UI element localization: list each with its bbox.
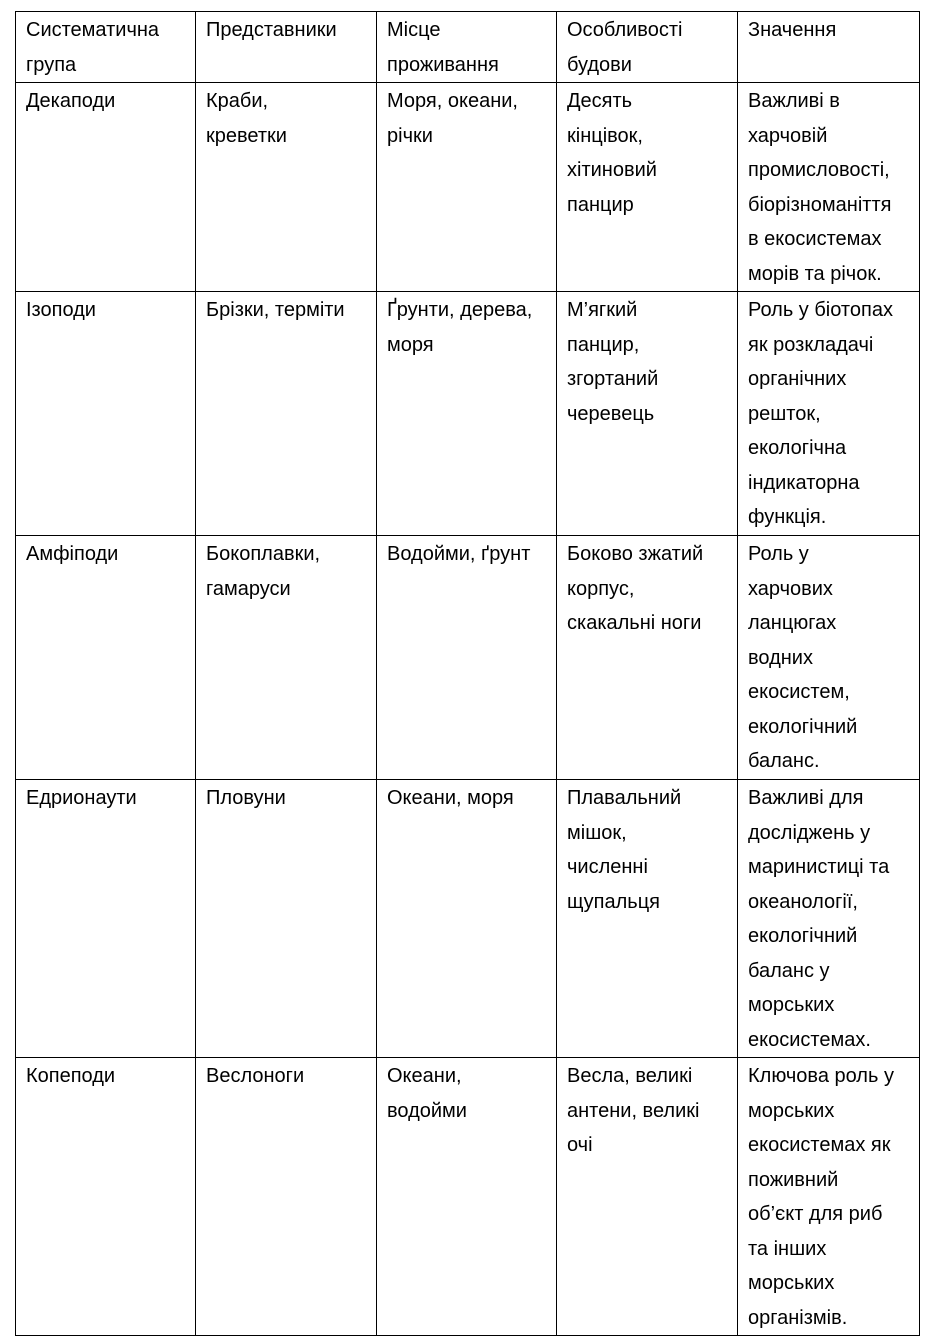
- cell-line: Веслоноги: [206, 1065, 305, 1087]
- cell-group: [16, 536, 196, 780]
- cell-line: панцир: [567, 193, 634, 216]
- cell-line: екологічний: [748, 715, 858, 738]
- cell-structure: [557, 83, 738, 292]
- cell-group: [16, 780, 196, 1058]
- cell-line: в екосистемах: [748, 228, 882, 250]
- table-row: [16, 536, 920, 780]
- cell-line: Роль у: [748, 543, 809, 565]
- cell-line: функція.: [748, 506, 827, 528]
- cell-line: черевець: [567, 402, 655, 425]
- cell-line: річки: [387, 124, 433, 147]
- cell-line: Декаподи: [26, 90, 116, 112]
- cell-habitat: [377, 536, 557, 780]
- cell-line: Особливості: [567, 19, 683, 41]
- cell-line: креветки: [206, 124, 287, 147]
- cell-line: Плавальний: [567, 787, 682, 809]
- cell-line: Боково зжатий: [567, 543, 704, 565]
- crustacean-table: [15, 11, 920, 1336]
- cell-line: Ізоподи: [26, 299, 96, 321]
- cell-line: ланцюгах: [748, 612, 837, 634]
- cell-habitat: [377, 780, 557, 1058]
- cell-line: як розкладачі: [748, 333, 874, 356]
- cell-line: Океани, моря: [387, 787, 514, 809]
- cell-line: Десять: [567, 90, 633, 112]
- cell-group: [16, 83, 196, 292]
- cell-line: мішок,: [567, 821, 627, 844]
- cell-line: водних: [748, 646, 813, 669]
- cell-line: досліджень у: [748, 821, 871, 844]
- cell-line: Амфіподи: [26, 543, 119, 565]
- cell-line: решток,: [748, 402, 821, 425]
- cell-significance: [738, 292, 920, 536]
- cell-line: індикаторна: [748, 471, 860, 494]
- cell-significance: [738, 536, 920, 780]
- cell-line: панцир,: [567, 333, 640, 356]
- cell-line: М’ягкий: [567, 299, 638, 321]
- cell-line: Весла, великі: [567, 1065, 693, 1087]
- cell-line: екосистемах як: [748, 1134, 891, 1156]
- cell-line: харчовій: [748, 124, 828, 147]
- cell-line: моря: [387, 333, 434, 356]
- cell-line: баланс у: [748, 959, 830, 982]
- cell-group: [16, 292, 196, 536]
- header-cell-structure: [557, 12, 738, 83]
- cell-line: маринистиці та: [748, 856, 890, 878]
- cell-line: численні: [567, 856, 648, 878]
- cell-structure: [557, 536, 738, 780]
- cell-line: Водойми, ґрунт: [387, 543, 531, 565]
- cell-representatives: [196, 1058, 377, 1336]
- cell-group: [16, 1058, 196, 1336]
- cell-representatives: [196, 536, 377, 780]
- cell-line: промисловості,: [748, 159, 890, 181]
- cell-line: морських: [748, 1099, 835, 1122]
- cell-representatives: [196, 780, 377, 1058]
- cell-line: океанології,: [748, 890, 858, 913]
- cell-line: Океани,: [387, 1065, 462, 1087]
- cell-structure: [557, 780, 738, 1058]
- cell-structure: [557, 292, 738, 536]
- cell-line: Брізки, терміти: [206, 299, 345, 321]
- cell-line: харчових: [748, 577, 833, 600]
- cell-significance: [738, 1058, 920, 1336]
- cell-line: корпус,: [567, 577, 635, 600]
- header-cell-significance: [738, 12, 920, 83]
- cell-line: група: [26, 53, 77, 76]
- cell-representatives: [196, 83, 377, 292]
- table-row: [16, 780, 920, 1058]
- cell-line: Краби,: [206, 90, 269, 112]
- cell-line: баланс.: [748, 750, 820, 772]
- cell-line: морських: [748, 1272, 835, 1294]
- cell-line: Значення: [748, 19, 837, 41]
- table-row: [16, 1058, 920, 1336]
- cell-line: Бокоплавки,: [206, 543, 321, 565]
- cell-line: Ґрунти, дерева,: [387, 299, 533, 321]
- cell-line: Ключова роль у: [748, 1065, 894, 1087]
- table-row: [16, 292, 920, 536]
- cell-line: згортаний: [567, 368, 659, 390]
- table-header-row: [16, 12, 920, 83]
- cell-line: Місце: [387, 19, 441, 41]
- cell-line: гамаруси: [206, 577, 291, 600]
- cell-line: проживання: [387, 53, 499, 76]
- cell-line: кінцівок,: [567, 124, 643, 147]
- table-body: [16, 12, 920, 1336]
- cell-line: Важливі для: [748, 787, 864, 809]
- cell-line: Пловуни: [206, 787, 286, 809]
- cell-line: очі: [567, 1134, 593, 1156]
- cell-line: Представники: [206, 19, 337, 41]
- cell-line: хітиновий: [567, 159, 657, 181]
- header-cell-habitat: [377, 12, 557, 83]
- cell-line: екологічний: [748, 925, 858, 947]
- cell-line: екосистем,: [748, 681, 850, 703]
- cell-line: біорізноманіття: [748, 193, 892, 216]
- cell-significance: [738, 83, 920, 292]
- cell-line: Роль у біотопах: [748, 299, 893, 321]
- cell-line: екологічна: [748, 437, 847, 459]
- cell-line: морських: [748, 994, 835, 1016]
- cell-line: екосистемах.: [748, 1028, 871, 1051]
- cell-line: антени, великі: [567, 1099, 700, 1122]
- cell-line: Важливі в: [748, 90, 840, 112]
- cell-line: водойми: [387, 1099, 467, 1122]
- cell-representatives: [196, 292, 377, 536]
- cell-line: будови: [567, 53, 632, 76]
- cell-line: скакальні ноги: [567, 612, 702, 634]
- cell-significance: [738, 780, 920, 1058]
- cell-habitat: [377, 292, 557, 536]
- cell-line: об’єкт для риб: [748, 1203, 883, 1225]
- cell-structure: [557, 1058, 738, 1336]
- table-row: [16, 83, 920, 292]
- header-cell-group: [16, 12, 196, 83]
- cell-line: Моря, океани,: [387, 90, 518, 112]
- cell-line: організмів.: [748, 1306, 848, 1329]
- cell-line: щупальця: [567, 890, 661, 913]
- cell-line: Систематична: [26, 19, 160, 41]
- cell-line: органічних: [748, 368, 847, 390]
- cell-line: та інших: [748, 1237, 827, 1260]
- cell-line: морів та річок.: [748, 262, 882, 285]
- cell-line: Едрионаути: [26, 787, 137, 809]
- cell-habitat: [377, 1058, 557, 1336]
- cell-line: Копеподи: [26, 1065, 116, 1087]
- cell-line: поживний: [748, 1168, 839, 1191]
- header-cell-representatives: [196, 12, 377, 83]
- cell-habitat: [377, 83, 557, 292]
